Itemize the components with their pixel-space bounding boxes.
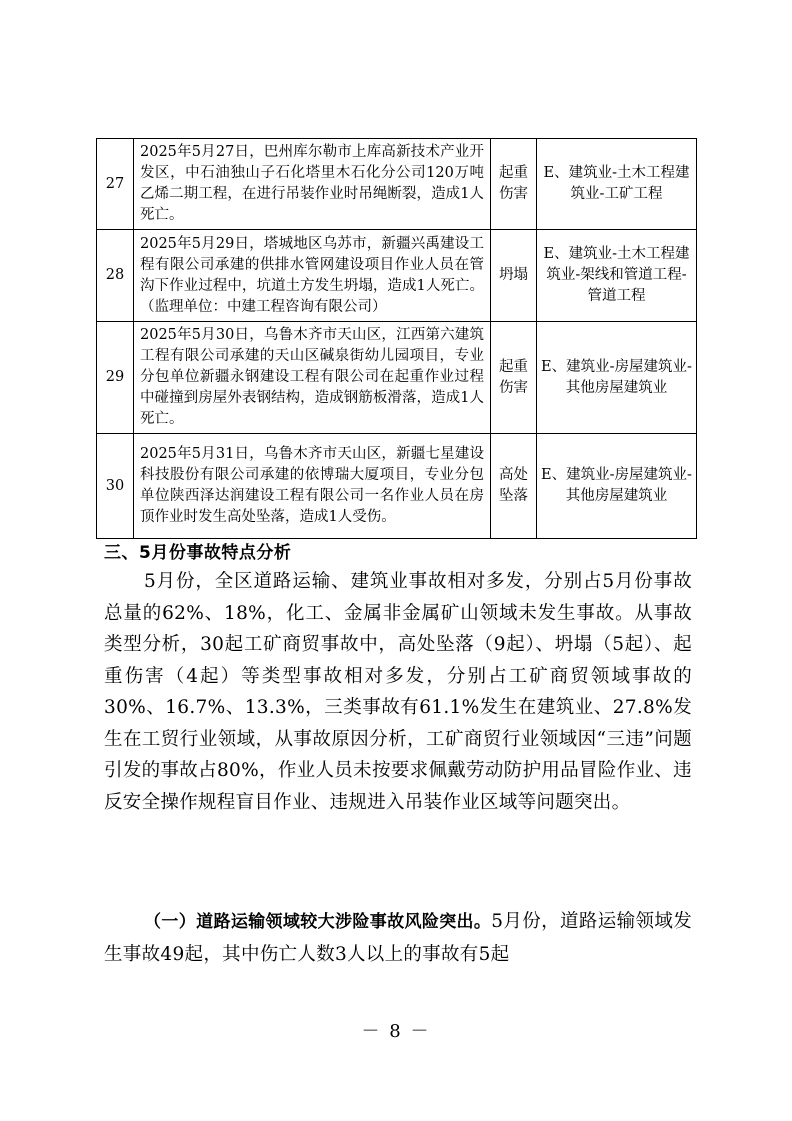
accident-type: 坍塌 [491,230,537,322]
analysis-paragraph: 5月份，全区道路运输、建筑业事故相对多发，分别占5月份事故总量的62%、18%，化工、金属非金属矿山领域未发生事故。从事故类型分析，30起工矿商贸事故中，高处坠落（9起）、坍塌（5起）、起重伤害（4起）等类型事故相对多发，分别占工矿商贸领域事故的30%、16.7%、13.3%，三类事故有61.1%发生在建筑业、27.8%发生在工贸行业领域，从事故原因分析，工矿商贸行业领域因“三违”问题引发的事故占80%，作业人员未按要求佩戴劳动防护用品冒险作业、违反安全操作规程盲目作业、违规进入吊装作业区域等问题突出。 [104,571,692,813]
accident-description: 2025年5月29日，塔城地区乌苏市，新疆兴禹建设工程有限公司承建的供排水管网建设项目作业人员在管沟下作业过程中，坑道土方发生坍塌，造成1人死亡。（监理单位：中建工程咨询有限公司） [134,230,491,322]
page-number: － 8 － [361,1021,431,1042]
industry-category: E、建筑业-房屋建筑业-其他房屋建筑业 [537,434,697,539]
subheading-lead: （一）道路运输领域较大涉险事故风险突出。 [144,912,492,932]
table-row [97,230,697,322]
row-number: 27 [97,139,134,230]
row-number: 30 [97,434,134,539]
industry-category: E、建筑业-土木工程建筑业-工矿工程 [537,139,697,230]
industry-category: E、建筑业-土木工程建筑业-架线和管道工程-管道工程 [537,230,697,322]
industry-category: E、建筑业-房屋建筑业-其他房屋建筑业 [537,322,697,434]
accident-type: 高处坠落 [491,434,537,539]
table-row [97,434,697,539]
accident-description: 2025年5月31日，乌鲁木齐市天山区，新疆七星建设科技股份有限公司承建的依博瑞大厦项目，专业分包单位陕西泽达润建设工程有限公司一名作业人员在房顶作业时发生高处坠落，造成1人受伤。 [134,434,491,539]
row-number: 29 [97,322,134,434]
accident-table [96,138,697,539]
accident-description: 2025年5月30日，乌鲁木齐市天山区，江西第六建筑工程有限公司承建的天山区碱泉街幼儿园项目，专业分包单位新疆永钢建设工程有限公司在起重作业过程中碰撞到房屋外表钢结构，造成钢筋板滑落，造成1人死亡。 [134,322,491,434]
table-row [97,139,697,230]
accident-description: 2025年5月27日，巴州库尔勒市上库高新技术产业开发区，中石油独山子石化塔里木石化分公司120万吨乙烯二期工程，在进行吊装作业时吊绳断裂，造成1人死亡。 [134,139,491,230]
road-transport-paragraph [104,906,692,970]
section-heading: 三、5月份事故特点分析 [104,543,292,563]
table-row [97,322,697,434]
accident-type: 起重伤害 [491,139,537,230]
row-number: 28 [97,230,134,322]
paragraph-text: 5月份，道路运输领域发生事故49起，其中伤亡人数3人以上的事故有5起 [104,911,692,965]
accident-type: 起重伤害 [491,322,537,434]
